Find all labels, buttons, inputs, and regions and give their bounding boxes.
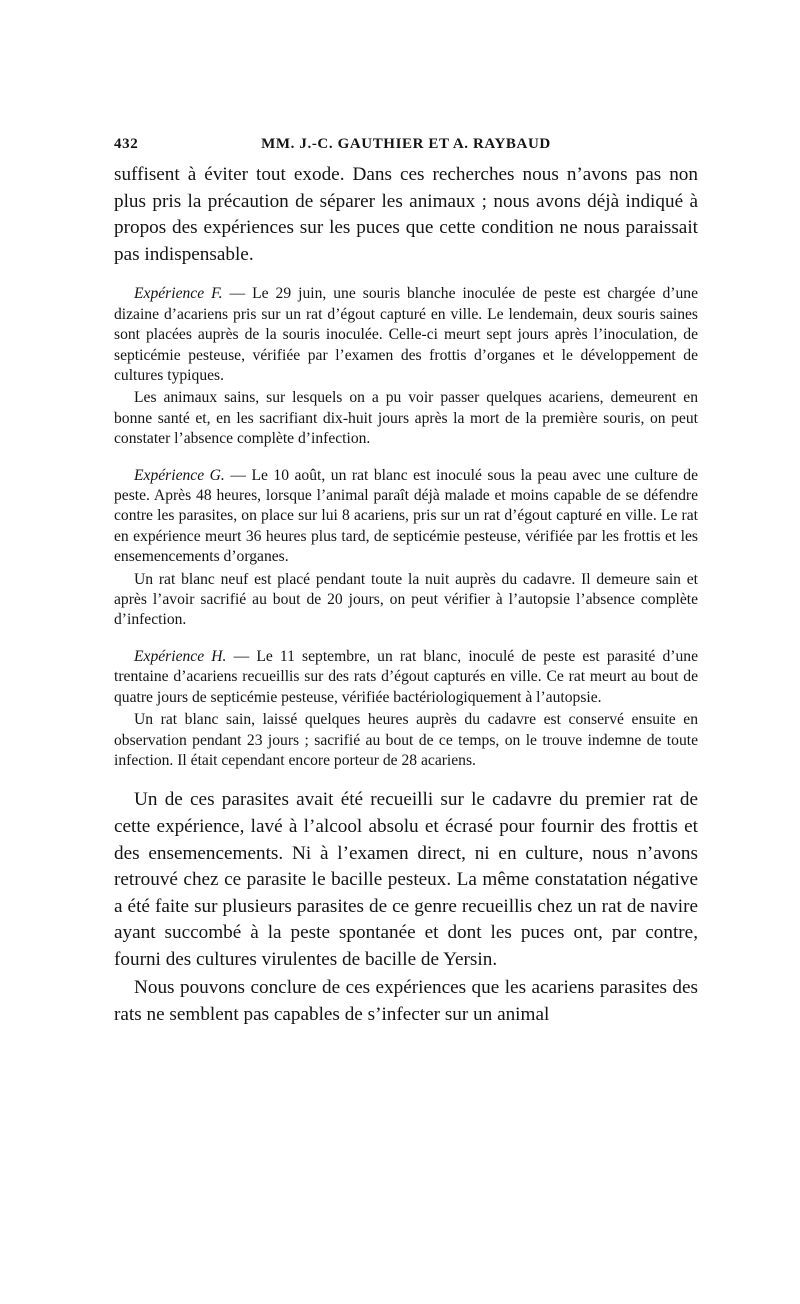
paragraph-conclusion: Nous pouvons conclure de ces expériences que les acariens parasites des rats ne semblent pas capables de s’infecter sur un animal (114, 977, 698, 1026)
experiment-h-paragraph (114, 647, 698, 708)
experiment-g-label: Expérience G. (134, 466, 225, 484)
experiment-h-followup: Un rat blanc sain, laissé quelques heures auprès du cadavre est conservé ensuite en observation pendant 23 jours ; sacrifié au bout de ce temps, on le trouve indemne de toute infection. Il était cependant encore porteur de 28 acariens. (114, 711, 698, 769)
page-number: 432 (114, 136, 139, 152)
experiment-f-label: Expérience F. (134, 285, 223, 303)
experiment-f-paragraph (114, 284, 698, 386)
experiment-h-label: Expérience H. (134, 647, 227, 665)
experiment-g-text: — Le 10 août, un rat blanc est inoculé sous la peau avec une culture de peste. Après 48 heures, lorsque l’animal paraît déjà malade et moins capable de se défendre contre les parasites, on place sur lui 8 acariens, pris sur un rat d’égout capturé en ville. Le rat en expérience meurt 36 heures plus tard, de septicémie pesteuse, vérifiée par les frottis et les ensemencements d’organes. (114, 466, 699, 566)
paragraph-parasite-analysis: Un de ces parasites avait été recueilli sur le cadavre du premier rat de cette expérience, lavé à l’alcool absolu et écrasé pour fournir des frottis et des ensemencements. Ni à l’examen direct, ni en culture, nous n’avons retrouvé chez ce parasite le bacille pesteux. La même constatation négative a été faite sur plusieurs parasites de ce genre recueillis chez un rat de navire ayant succombé à la peste spontanée et dont les puces ont, par contre, fourni des cultures virulentes de bacille de Yersin. (114, 789, 698, 970)
running-title: MM. J.-C. GAUTHIER ET A. RAYBAUD (261, 136, 551, 152)
experiment-g-followup: Un rat blanc neuf est placé pendant toute la nuit auprès du cadavre. Il demeure sain et après l’avoir sacrifié au bout de 20 jours, on peut vérifier à l’autopsie l’absence complète d’infection. (114, 570, 698, 629)
running-head (114, 130, 698, 162)
experiment-g-paragraph (114, 466, 698, 568)
paragraph-intro: suffisent à éviter tout exode. Dans ces recherches nous n’avons pas non plus pris la précaution de séparer les animaux ; nous avons déjà indiqué à propos des expériences sur les puces que cette condition ne nous paraissait pas indispensable. (114, 164, 698, 265)
experiment-f-followup: Les animaux sains, sur lesquels on a pu voir passer quelques acariens, demeurent en bonne santé et, en les sacrifiant dix-huit jours après la mort de la première souris, on peut constater l’absence complète d’infection. (114, 389, 698, 448)
document-page (114, 130, 698, 1029)
experiment-f-text: — Le 29 juin, une souris blanche inoculée de peste est chargée d’une dizaine d’acariens pris sur un rat d’égout capturé en ville. Le lendemain, deux souris saines sont placées auprès de la souris inoculée. Celle-ci meurt sept jours après l’inoculation, de septicémie pesteuse, vérifiée par l’examen des frottis d’organes et le développement de cultures typiques. (114, 285, 699, 384)
experiment-h-text: — Le 11 septembre, un rat blanc, inoculé de peste est parasité d’une trentaine d’acariens recueillis sur des rats d’égout capturés en ville. Ce rat meurt au bout de quatre jours de septicémie pesteuse, vérifiée bactériologiquement à l’autopsie. (114, 647, 698, 706)
